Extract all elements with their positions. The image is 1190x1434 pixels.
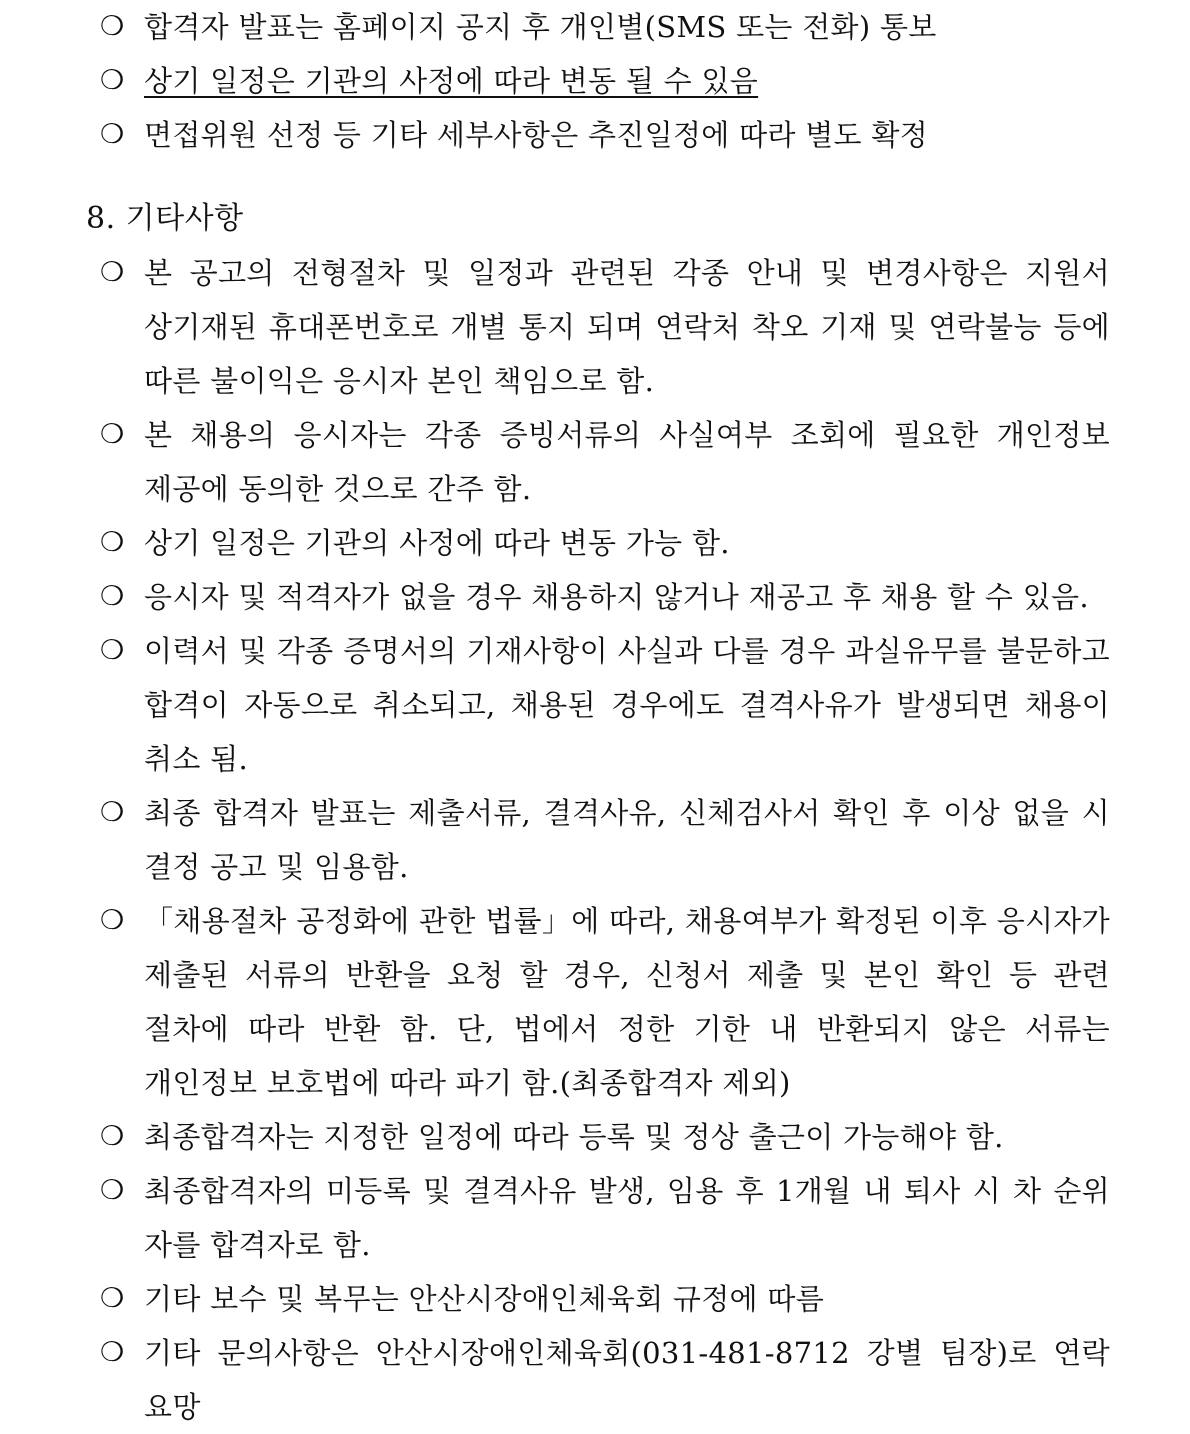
list-item-text-underlined xyxy=(144,54,1110,108)
list-item-text: 최종 합격자 발표는 제출서류, 결격사유, 신체검사서 확인 후 이상 없을 시 결정 공고 및 임용함. xyxy=(144,796,1110,884)
list-item xyxy=(100,1164,1110,1272)
list-item xyxy=(100,108,1110,162)
bullet-circle-icon: ❍ xyxy=(100,1121,125,1152)
list-item-text: 최종합격자는 지정한 일정에 따라 등록 및 정상 출근이 가능해야 함. xyxy=(144,1120,1004,1154)
bullet-circle-icon: ❍ xyxy=(100,257,125,288)
list-item xyxy=(100,1272,1110,1326)
bullet-circle-icon: ❍ xyxy=(100,527,125,558)
list-item-text: 이력서 및 각종 증명서의 기재사항이 사실과 다를 경우 과실유무를 불문하고 합격이 자동으로 취소되고, 채용된 경우에도 결격사유가 발생되면 채용이 취소 됨. xyxy=(144,634,1110,776)
list-item-text: 최종합격자의 미등록 및 결격사유 발생, 임용 후 1개월 내 퇴사 시 차 순위 자를 합격자로 함. xyxy=(144,1174,1110,1262)
list-item-text: 합격자 발표는 홈페이지 공지 후 개인별(SMS 또는 전화) 통보 xyxy=(144,10,937,44)
bullet-circle-icon: ❍ xyxy=(100,797,125,828)
list-item xyxy=(100,570,1110,624)
list-item xyxy=(100,54,1110,108)
list-item-text: 「채용절차 공정화에 관한 법률」에 따라, 채용여부가 확정된 이후 응시자가 제출된 서류의 반환을 요청 할 경우, 신청서 제출 및 본인 확인 등 관련 절차에 따라 반환 함. 단, 법에서 정한 기한 내 반환되지 않은 서류는 개인정보 보호법에 따라 파기 함.(최종합격자 제외) xyxy=(144,904,1110,1100)
list-item xyxy=(100,0,1110,54)
list-item-text: 본 공고의 전형절차 및 일정과 관련된 각종 안내 및 변경사항은 지원서 상기재된 휴대폰번호로 개별 통지 되며 연락처 착오 기재 및 연락불능 등에 따른 불이익은 응시자 본인 책임으로 함. xyxy=(144,256,1110,398)
list-item-text: 면접위원 선정 등 기타 세부사항은 추진일정에 따라 별도 확정 xyxy=(144,118,928,152)
list-item-text: 응시자 및 적격자가 없을 경우 채용하지 않거나 재공고 후 채용 할 수 있음. xyxy=(144,580,1089,614)
list-item xyxy=(100,246,1110,408)
bullet-circle-icon: ❍ xyxy=(100,65,125,96)
list-item xyxy=(100,1326,1110,1434)
underlined-notice: 상기 일정은 기관의 사정에 따라 변동 될 수 있음 xyxy=(144,64,759,98)
list-item xyxy=(100,624,1110,786)
bullet-circle-icon: ❍ xyxy=(100,1283,125,1314)
bullet-circle-icon: ❍ xyxy=(100,1175,125,1206)
bullet-circle-icon: ❍ xyxy=(100,119,125,150)
list-item xyxy=(100,408,1110,516)
list-item-text: 기타 문의사항은 안산시장애인체육회(031-481-8712 강별 팀장)로 연락 요망 xyxy=(144,1336,1110,1424)
section-heading: 8. 기타사항 xyxy=(86,201,244,236)
bullet-circle-icon: ❍ xyxy=(100,905,125,936)
list-item xyxy=(100,894,1110,1110)
bullet-circle-icon: ❍ xyxy=(100,635,125,666)
list-item xyxy=(100,786,1110,894)
list-item-text: 본 채용의 응시자는 각종 증빙서류의 사실여부 조회에 필요한 개인정보 제공에 동의한 것으로 간주 함. xyxy=(144,418,1110,506)
bullet-circle-icon: ❍ xyxy=(100,1337,125,1368)
list-item-text: 기타 보수 및 복무는 안산시장애인체육회 규정에 따름 xyxy=(144,1282,825,1316)
bullet-circle-icon: ❍ xyxy=(100,419,125,450)
list-item xyxy=(100,516,1110,570)
list-item xyxy=(100,1110,1110,1164)
bullet-circle-icon: ❍ xyxy=(100,11,125,42)
list-item-text: 상기 일정은 기관의 사정에 따라 변동 가능 함. xyxy=(144,526,730,560)
bullet-circle-icon: ❍ xyxy=(100,581,125,612)
